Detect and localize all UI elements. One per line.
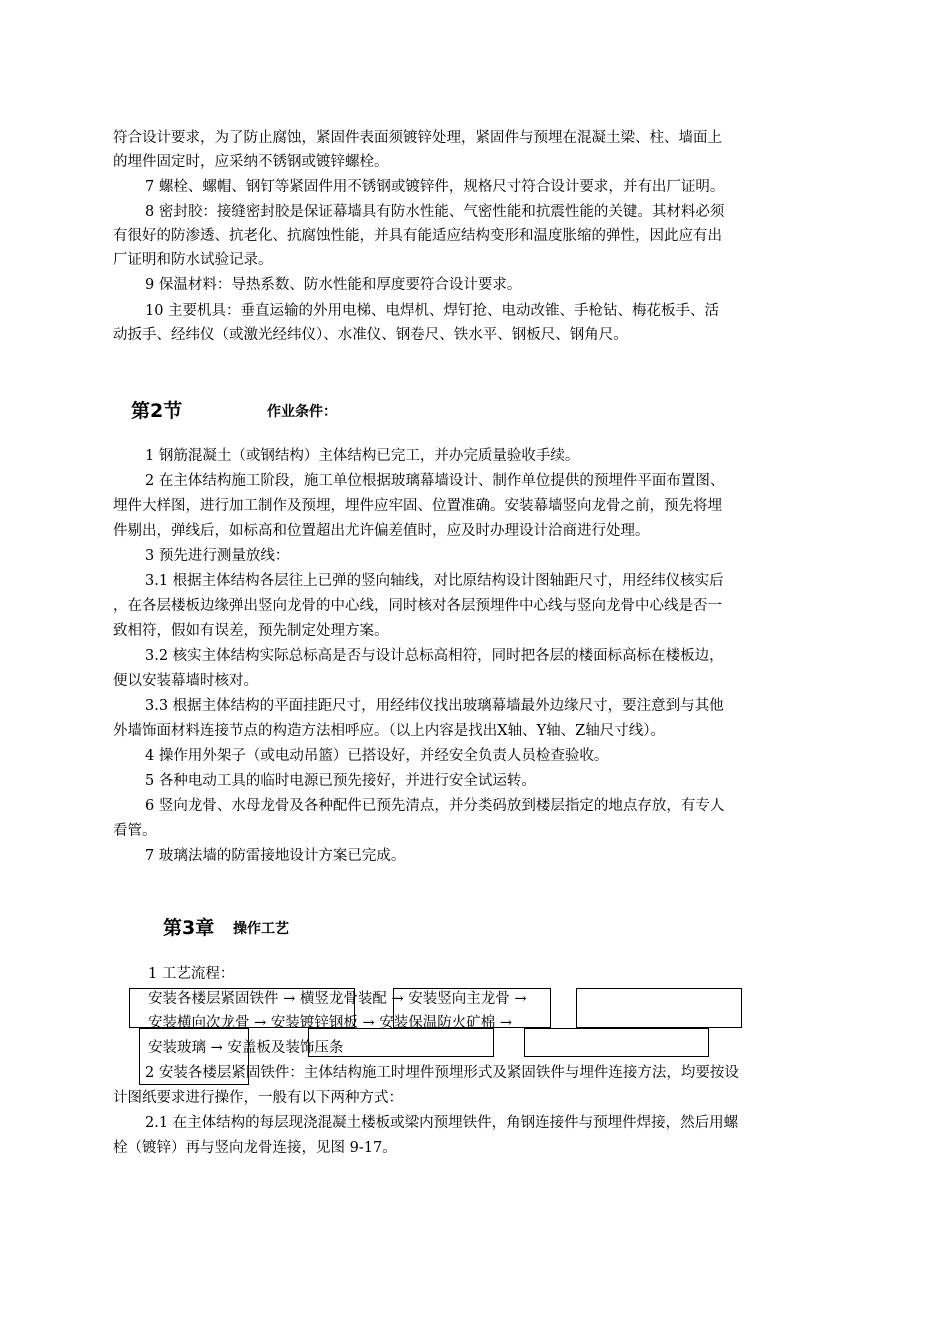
body-text-line: 2 在主体结构施工阶段，施工单位根据玻璃幕墙设计、制作单位提供的预埋件平面布置图、: [145, 473, 725, 489]
body-text-line: 2.1 在主体结构的每层现浇混凝土楼板或梁内预埋铁件，角钢连接件与预埋件焊接，然后用螺: [145, 1115, 739, 1131]
body-text-line: 的埋件固定时，应采纳不锈钢或镀锌螺栓。: [113, 154, 389, 170]
flow-step-line: 安装各楼层紧固铁件 → 横竖龙骨装配 → 安装竖向主龙骨 →: [148, 991, 527, 1007]
body-text-line: 3 预先进行测量放线：: [145, 548, 290, 564]
flow-heading: 1 工艺流程：: [148, 966, 235, 982]
flow-step-line: 安装横向次龙骨 → 安装镀锌钢板 → 安装保温防火矿棉 →: [148, 1015, 512, 1031]
body-text-line: 6 竖向龙骨、水母龙骨及各种配件已预先清点，并分类码放到楼层指定的地点存放，有专人: [145, 798, 725, 814]
body-text-line: 4 操作用外架子（或电动吊篮）已搭设好，并经安全负责人员检查验收。: [145, 748, 609, 764]
body-text-line: 9 保温材料：导热系数、防水性能和厚度要符合设计要求。: [145, 277, 522, 293]
section-number: 第2节: [131, 400, 183, 422]
chapter-number: 第3章: [163, 917, 215, 939]
body-text-line: 2 安装各楼层紧固铁件：主体结构施工时埋件预埋形式及紧固铁件与埋件连接方法，均要按设: [145, 1065, 739, 1081]
body-text-line: 3.2 核实主体结构实际总标高是否与设计总标高相符，同时把各层的楼面标高标在楼板边，: [145, 648, 724, 664]
body-text-line: 件剔出，弹线后，如标高和位置超出尤许偏差值时，应及时办理设计洽商进行处理。: [113, 523, 650, 539]
body-text-line: 符合设计要求，为了防止腐蚀，紧固件表面须镀锌处理，紧固件与预埋在混凝土梁、柱、墙面上: [113, 130, 722, 146]
body-text-line: 致相符，假如有误差，预先制定处理方案。: [113, 623, 389, 639]
body-text-line: 有很好的防渗透、抗老化、抗腐蚀性能，并具有能适应结构变形和温度胀缩的弹性，因此应有出: [113, 228, 722, 244]
chapter-title: 操作工艺: [233, 921, 289, 937]
flow-box: [524, 1028, 709, 1057]
body-text-line: 计图纸要求进行操作，一般有以下两种方式：: [113, 1090, 403, 1106]
body-text-line: 便以安装幕墙时核对。: [113, 673, 258, 689]
body-text-line: 看管。: [113, 823, 157, 839]
body-text-line: 3.1 根据主体结构各层往上已弹的竖向轴线，对比原结构设计图轴距尺寸，用经纬仪核实后: [145, 573, 724, 589]
section-title: 作业条件：: [267, 404, 337, 420]
body-text-line: 7 玻璃法墙的防雷接地设计方案已完成。: [145, 848, 406, 864]
body-text-line: 3.3 根据主体结构的平面挂距尺寸，用经纬仪找出玻璃幕墙最外边缘尺寸，要注意到与其他: [145, 698, 724, 714]
body-text-line: 埋件大样图，进行加工制作及预埋，埋件应牢固、位置准确。安装幕墙竖向龙骨之前，预先将埋: [113, 498, 722, 514]
flow-box: [576, 988, 742, 1028]
body-text-line: 外墙饰面材料连接节点的构造方法相呼应。（以上内容是找出X轴、Y轴、Z轴尺寸线）。: [113, 723, 665, 739]
body-text-line: 栓（镀锌）再与竖向龙骨连接，见图 9-17。: [113, 1140, 397, 1156]
body-text-line: 动扳手、经纬仪（或激光经纬仪）、水准仪、钢卷尺、铁水平、钢板尺、钢角尺。: [113, 327, 628, 343]
body-text-line: 5 各种电动工具的临时电源已预先接好，并进行安全试运转。: [145, 773, 536, 789]
body-text-line: 8 密封胶：接缝密封胶是保证幕墙具有防水性能、气密性能和抗震性能的关键。其材料必须: [145, 204, 725, 220]
body-text-line: ，在各层楼板边缘弹出竖向龙骨的中心线，同时核对各层预埋件中心线与竖向龙骨中心线是否一: [113, 598, 722, 614]
body-text-line: 1 钢筋混凝土（或钢结构）主体结构已完工，并办完质量验收手续。: [145, 448, 580, 464]
body-text-line: 厂证明和防水试验记录。: [113, 252, 273, 268]
body-text-line: 10 主要机具：垂直运输的外用电梯、电焊机、焊钉抢、电动改锥、手枪钻、梅花板手、活: [145, 303, 720, 319]
flow-step-line: 安装玻璃 → 安盖板及装饰压条: [148, 1040, 344, 1056]
body-text-line: 7 螺栓、螺帽、钢钉等紧固件用不锈钢或镀锌件，规格尺寸符合设计要求，并有出厂证明。: [145, 179, 725, 195]
